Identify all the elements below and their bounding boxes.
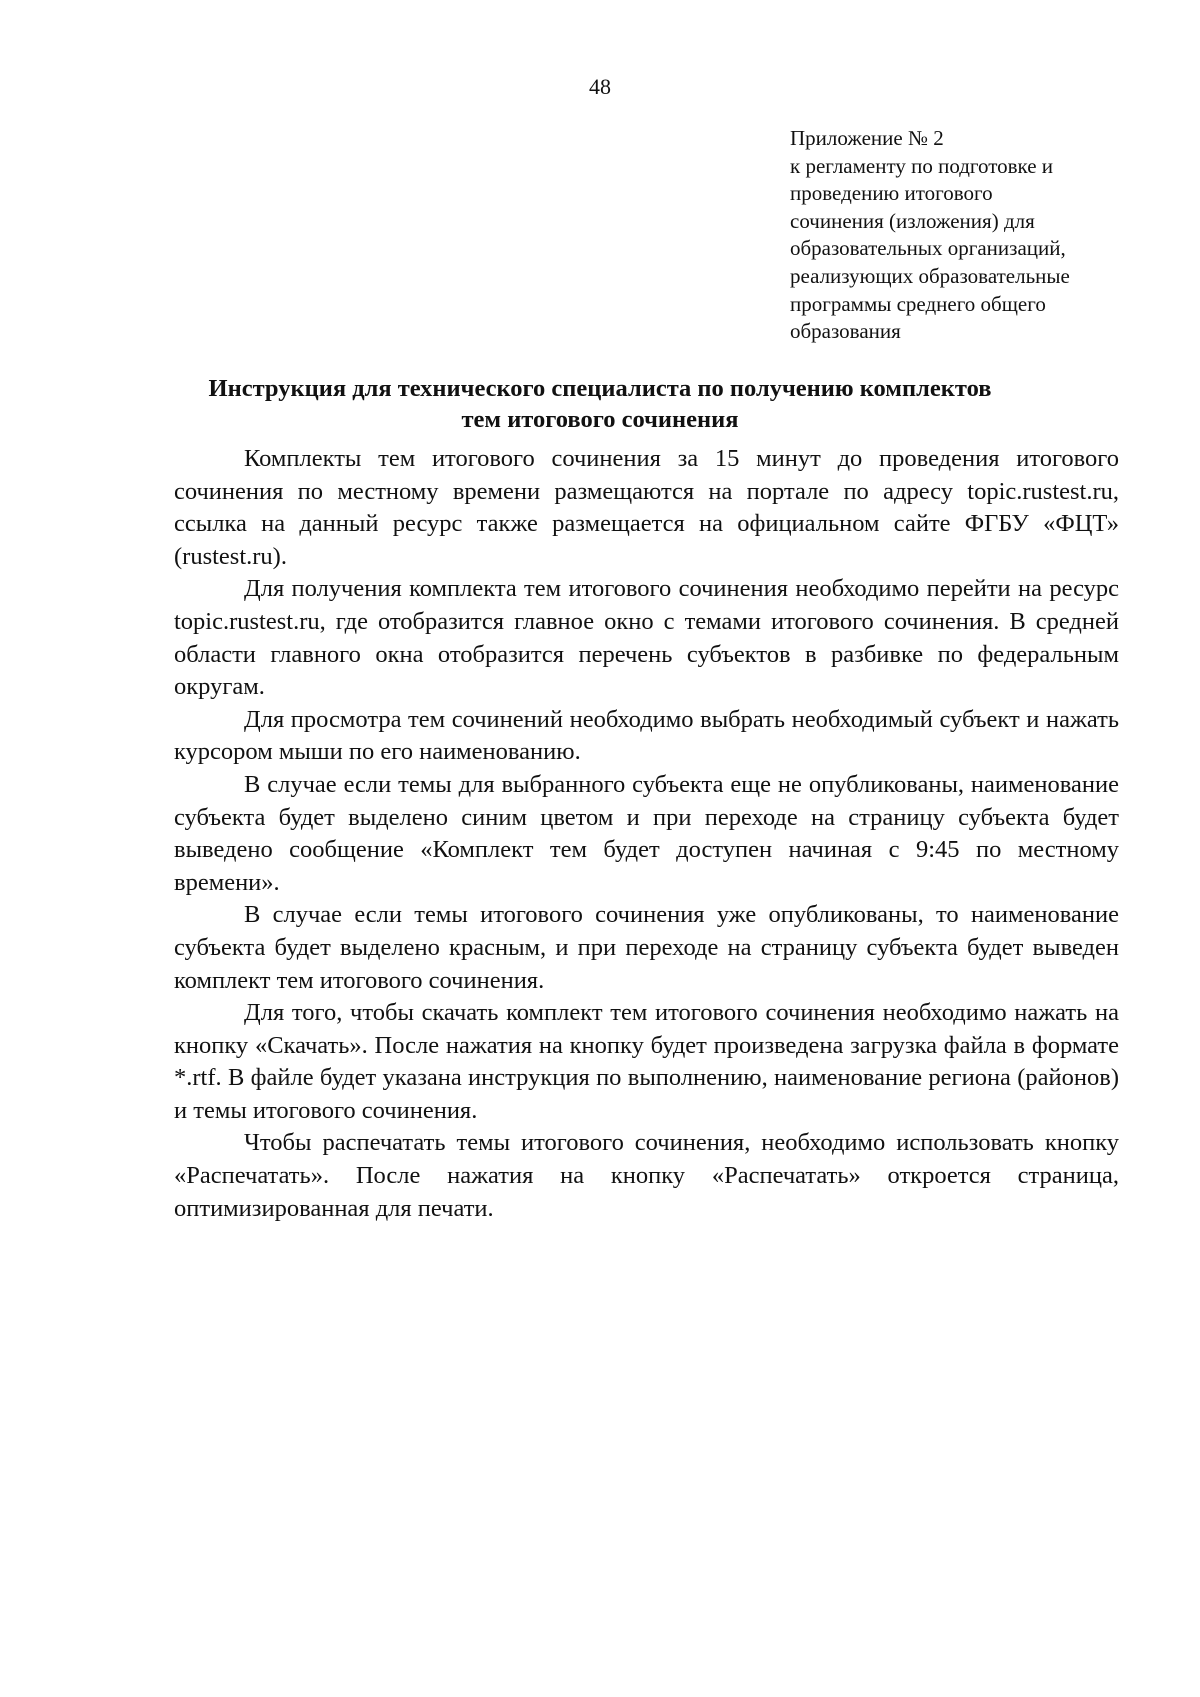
appendix-line: сочинения (изложения) для (790, 208, 1035, 233)
page-number: 48 (589, 74, 611, 99)
paragraph: Для того, чтобы скачать комплект тем итогового сочинения необходимо нажать на кнопку «Скачать». После нажатия на кнопку будет произведена загрузка файла в формате *.rtf. В файле будет указана инструкция по выполнению, наименование региона (районов) и темы итогового сочинения. (174, 999, 1119, 1124)
appendix-line: проведению итогового (790, 181, 993, 206)
paragraph: В случае если темы для выбранного субъекта еще не опубликованы, наименование субъекта будет выделено синим цветом и при переходе на страницу субъекта будет выведено сообщение «Комплект тем будет доступен начиная с 9:45 по местному времени». (174, 770, 1119, 896)
appendix-reference-block (790, 125, 1120, 346)
paragraph: В случае если темы итогового сочинения уже опубликованы, то наименование субъекта будет выделено красным, и при переходе на страницу субъекта будет выведен комплект тем итогового сочинения. (174, 901, 1119, 994)
appendix-line: образовательных организаций, (790, 236, 1066, 261)
appendix-line: образования (790, 319, 901, 344)
appendix-line: реализующих образовательные (790, 263, 1070, 288)
paragraph: Для получения комплекта тем итогового сочинения необходимо перейти на ресурс topic.rustest.ru, где отобразится главное окно с темами итогового сочинения. В средней области главного окна отобразится перечень субъектов в разбивке по федеральным округам. (174, 575, 1119, 701)
paragraph: Для просмотра тем сочинений необходимо выбрать необходимый субъект и нажать курсором мыши по его наименованию. (174, 705, 1119, 766)
document-body (174, 443, 1119, 1225)
paragraph: Чтобы распечатать темы итогового сочинения, необходимо использовать кнопку «Распечатать». После нажатия на кнопку «Распечатать» откроется страница, оптимизированная для печати. (174, 1129, 1119, 1222)
title-line: тем итогового сочинения (461, 406, 739, 433)
document-title (0, 373, 1200, 435)
paragraph: Комплекты тем итогового сочинения за 15 минут до проведения итогового сочинения по местному времени размещаются на портале по адресу topic.rustest.ru, ссылка на данный ресурс также размещается на официальном сайте ФГБУ «ФЦТ» (rustest.ru). (174, 445, 1119, 570)
appendix-line: Приложение № 2 (790, 126, 944, 150)
appendix-line: программы среднего общего (790, 291, 1046, 316)
title-line: Инструкция для технического специалиста по получению комплектов (208, 375, 992, 402)
appendix-line: к регламенту по подготовке и (790, 153, 1054, 178)
